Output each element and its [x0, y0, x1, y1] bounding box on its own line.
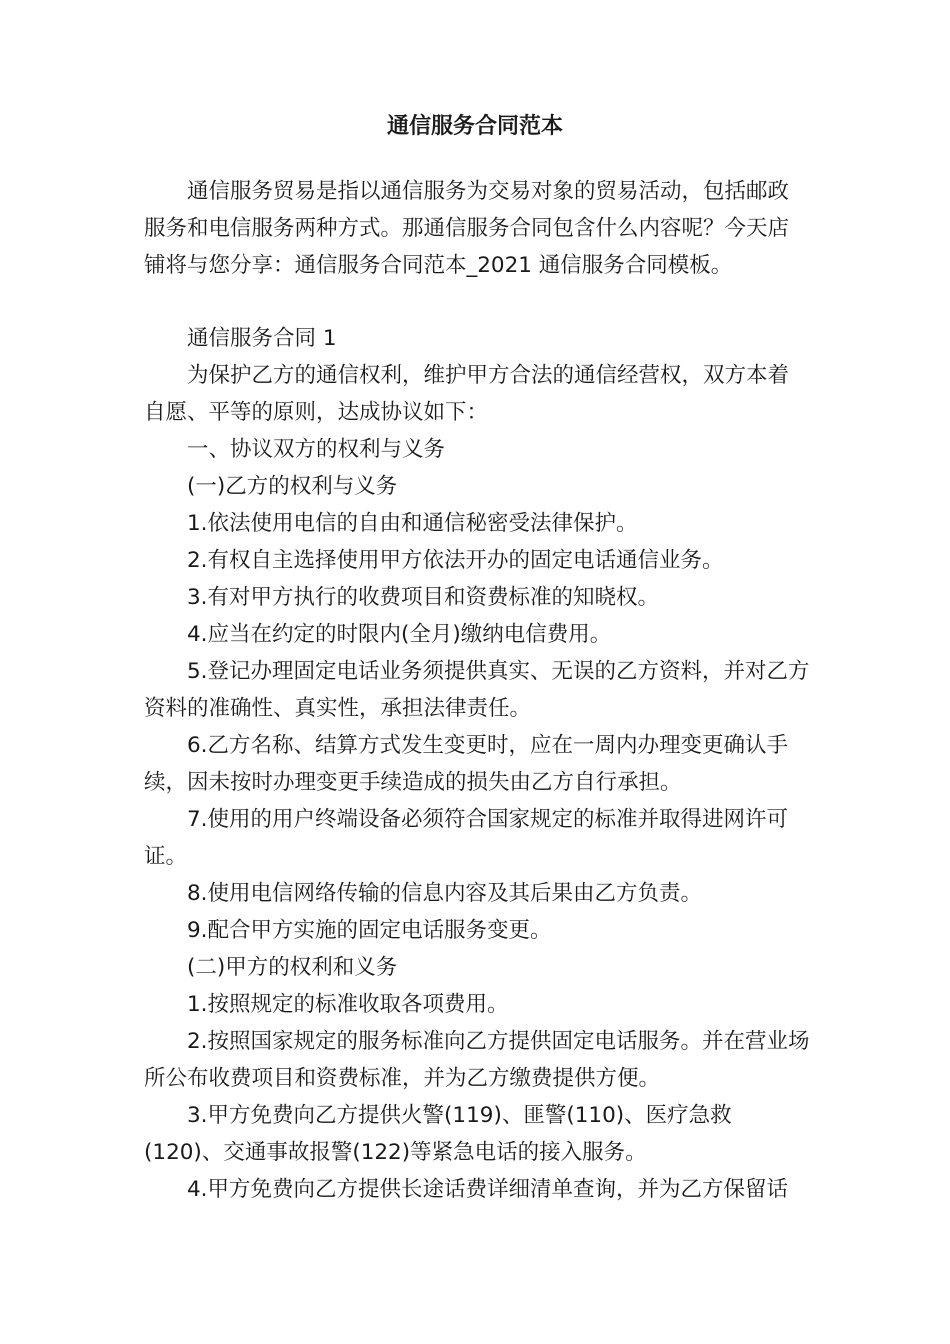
list-item: 1.按照规定的标准收取各项费用。: [187, 992, 509, 1017]
section-heading: 通信服务合同 1: [187, 326, 337, 351]
list-item: 4.应当在约定的时限内(全月)缴纳电信费用。: [187, 622, 612, 647]
list-item: 9.配合甲方实施的固定电话服务变更。: [187, 918, 552, 943]
list-item: 2.有权自主选择使用甲方依法开办的固定电话通信业务。: [187, 548, 724, 573]
body-paragraph: 为保护乙方的通信权利，维护甲方合法的通信经营权，双方本着自愿、平等的原则，达成协议如下：: [144, 363, 790, 425]
list-item: 4.甲方免费向乙方提供长途话费详细清单查询，并为乙方保留话: [187, 1177, 789, 1202]
subsection-heading: (二)甲方的权利和义务: [187, 955, 398, 980]
list-item: 7.使用的用户终端设备必须符合国家规定的标准并取得进网许可证。: [144, 807, 789, 869]
list-item: 2.按照国家规定的服务标准向乙方提供固定电话服务。并在营业场所公布收费项目和资费标准，并为乙方缴费提供方便。: [144, 1029, 810, 1091]
document-title: 通信服务合同范本: [386, 114, 563, 139]
section-heading: 一、协议双方的权利与义务: [187, 437, 446, 462]
list-item: 6.乙方名称、结算方式发生变更时，应在一周内办理变更确认手续，因未按时办理变更手续造成的损失由乙方自行承担。: [144, 733, 789, 795]
list-item: 3.甲方免费向乙方提供火警(119)、匪警(110)、医疗急救(120)、交通事故报警(122)等紧急电话的接入服务。: [144, 1103, 732, 1165]
subsection-heading: (一)乙方的权利与义务: [187, 474, 398, 499]
intro-paragraph: 通信服务贸易是指以通信服务为交易对象的贸易活动，包括邮政服务和电信服务两种方式。那通信服务合同包含什么内容呢？今天店铺将与您分享：通信服务合同范本_2021 通信服务合同模板。: [144, 179, 790, 278]
list-item: 1.依法使用电信的自由和通信秘密受法律保护。: [187, 511, 638, 536]
list-item: 5.登记办理固定电话业务须提供真实、无误的乙方资料，并对乙方资料的准确性、真实性，承担法律责任。: [144, 659, 810, 721]
list-item: 8.使用电信网络传输的信息内容及其后果由乙方负责。: [187, 881, 703, 906]
list-item: 3.有对甲方执行的收费项目和资费标准的知晓权。: [187, 585, 660, 610]
contract-body: [144, 320, 810, 1208]
